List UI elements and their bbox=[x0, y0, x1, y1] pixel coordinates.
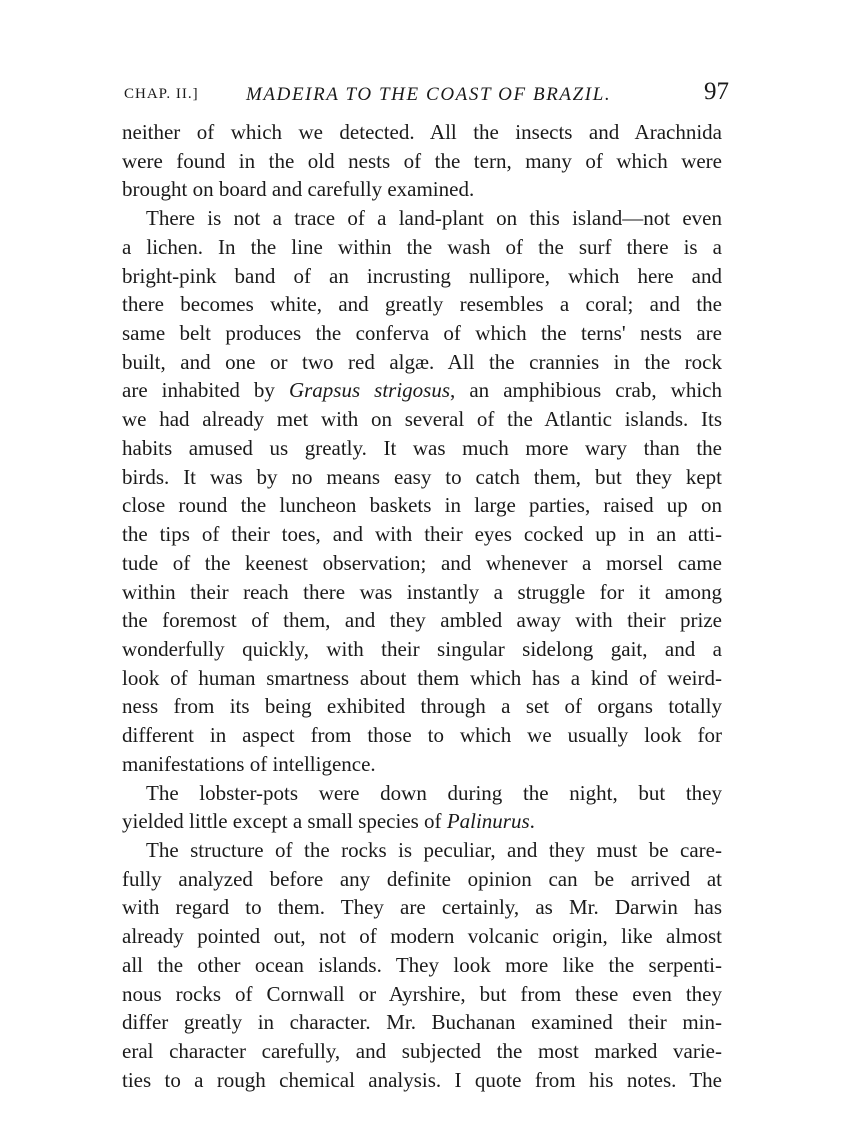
text-line: close round the luncheon baskets in large parties, raised up on bbox=[122, 493, 722, 518]
text-line: there becomes white, and greatly resembles a coral; and the bbox=[122, 292, 722, 317]
text-line: were found in the old nests of the tern, many of which were bbox=[122, 148, 722, 173]
text-line: already pointed out, not of modern volcanic origin, like almost bbox=[122, 924, 722, 949]
text-run: are inhabited by bbox=[122, 378, 289, 403]
text-line bbox=[122, 807, 722, 836]
running-title: MADEIRA TO THE COAST OF BRAZIL. bbox=[246, 84, 612, 105]
text-line: the foremost of them, and they ambled away with their prize bbox=[122, 608, 722, 633]
text-line: we had already met with on several of the Atlantic islands. Its bbox=[122, 407, 722, 432]
text-run: . bbox=[529, 809, 535, 834]
text-line: The structure of the rocks is peculiar, and they must be care- bbox=[146, 837, 722, 862]
text-line: with regard to them. They are certainly, as Mr. Darwin has bbox=[122, 895, 722, 920]
text-run: , an amphibious crab, which bbox=[450, 378, 722, 403]
text-line: There is not a trace of a land-plant on this island—not even bbox=[146, 206, 722, 231]
text-line: manifestations of intelligence. bbox=[122, 751, 376, 776]
text-line: built, and one or two red algæ. All the crannies in the rock bbox=[122, 349, 722, 374]
text-line: bright-pink band of an incrusting nullipore, which here and bbox=[122, 263, 722, 288]
text-line: nous rocks of Cornwall or Ayrshire, but from these even they bbox=[122, 981, 722, 1006]
text-line: wonderfully quickly, with their singular sidelong gait, and a bbox=[122, 636, 722, 661]
text-line: habits amused us greatly. It was much more wary than the bbox=[122, 435, 722, 460]
text-line: ness from its being exhibited through a set of organs totally bbox=[122, 694, 722, 719]
text-line: same belt produces the conferva of which the terns' nests are bbox=[122, 321, 722, 346]
text-line: eral character carefully, and subjected the most marked varie- bbox=[122, 1039, 722, 1063]
running-head bbox=[124, 78, 729, 114]
page-number: 97 bbox=[704, 78, 729, 105]
species-name: Grapsus strigosus bbox=[288, 378, 451, 403]
text-line: within their reach there was instantly a struggle for it among bbox=[122, 579, 722, 604]
text-line: birds. It was by no means easy to catch them, but they kept bbox=[122, 464, 722, 489]
text-line: differ greatly in character. Mr. Buchanan examined their min- bbox=[122, 1010, 722, 1035]
text-line: fully analyzed before any definite opinion can be arrived at bbox=[122, 866, 722, 891]
chapter-label: CHAP. II.] bbox=[124, 86, 199, 102]
text-line: the tips of their toes, and with their eyes cocked up in an atti- bbox=[122, 522, 722, 547]
text-line: The lobster-pots were down during the night, but they bbox=[146, 780, 722, 805]
text-line: different in aspect from those to which we usually look for bbox=[122, 723, 722, 748]
text-run: yielded little except a small species of bbox=[122, 809, 447, 834]
text-line: brought on board and carefully examined. bbox=[122, 177, 475, 202]
text-line: all the other ocean islands. They look more like the serpenti- bbox=[122, 952, 722, 977]
text-line: a lichen. In the line within the wash of the surf there is a bbox=[122, 234, 722, 259]
text-line: neither of which we detected. All the insects and Arachnida bbox=[122, 120, 722, 144]
body-text bbox=[122, 118, 722, 1094]
text-line: ties to a rough chemical analysis. I quote from his notes. The bbox=[122, 1067, 722, 1092]
text-line bbox=[122, 376, 722, 405]
species-name: Palinurus bbox=[446, 809, 530, 834]
text-line: tude of the keenest observation; and whenever a morsel came bbox=[122, 550, 722, 575]
text-line: look of human smartness about them which has a kind of weird- bbox=[122, 665, 722, 690]
